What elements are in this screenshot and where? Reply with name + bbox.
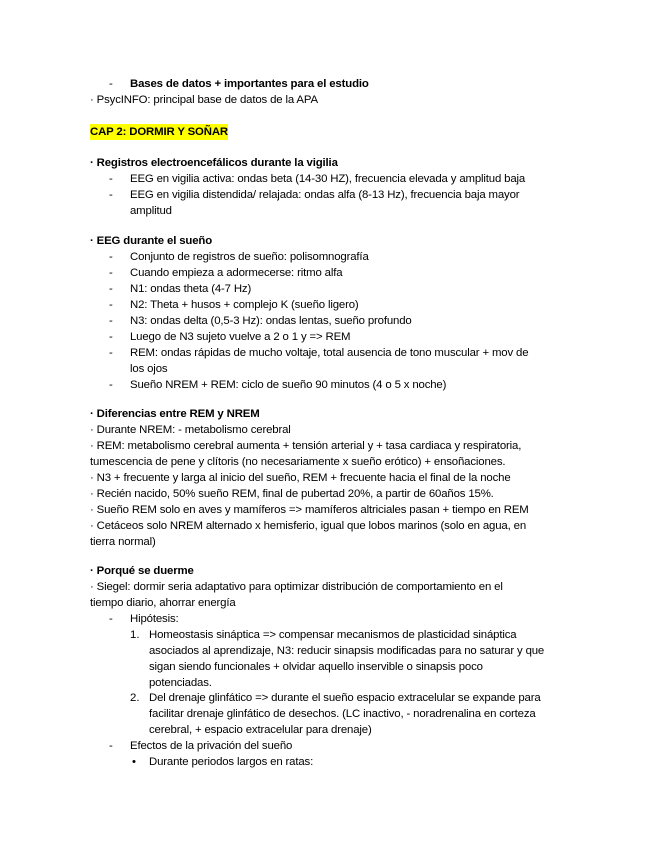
- dash-marker: -: [109, 267, 113, 279]
- text-line: sigan siendo funcionales + olvidar aquello inservible o sinapsis poco: [149, 661, 483, 673]
- dash-marker: -: [109, 189, 113, 201]
- section-heading: · Porqué se duerme: [90, 565, 194, 577]
- text-line: amplitud: [130, 205, 172, 217]
- section-heading: · Registros electroencefálicos durante la vigilia: [90, 157, 338, 169]
- section-heading: · EEG durante el sueño: [90, 235, 213, 247]
- text-line: Conjunto de registros de sueño: polisomnografía: [130, 251, 369, 263]
- dash-marker: -: [109, 78, 113, 90]
- dash-marker: -: [109, 299, 113, 311]
- list-number: 1.: [130, 629, 140, 641]
- text-line: · Cetáceos solo NREM alternado x hemisferio, igual que lobos marinos (solo en agua, en: [90, 520, 527, 532]
- chapter-heading: CAP 2: DORMIR Y SOÑAR: [90, 126, 228, 138]
- bullet-marker: •: [132, 756, 136, 768]
- dash-marker: -: [109, 251, 113, 263]
- text-line: Durante periodos largos en ratas:: [149, 756, 314, 768]
- text-line: cerebral, + espacio extracelular para drenaje): [149, 724, 372, 736]
- text-line: Luego de N3 sujeto vuelve a 2 o 1 y => REM: [130, 331, 351, 343]
- text-line: Cuando empieza a adormecerse: ritmo alfa: [130, 267, 343, 279]
- dash-marker: -: [109, 315, 113, 327]
- text-line: EEG en vigilia distendida/ relajada: ondas alfa (8-13 Hz), frecuencia baja mayor: [130, 189, 520, 201]
- text-line: Efectos de la privación del sueño: [130, 740, 293, 752]
- text-line: N1: ondas theta (4-7 Hz): [130, 283, 252, 295]
- text-line: potenciadas.: [149, 677, 212, 689]
- dash-marker: -: [109, 347, 113, 359]
- dash-marker: -: [109, 740, 113, 752]
- text-line: · Durante NREM: - metabolismo cerebral: [90, 424, 291, 436]
- dash-marker: -: [109, 173, 113, 185]
- section-heading: · Diferencias entre REM y NREM: [90, 408, 260, 420]
- text-line: EEG en vigilia activa: ondas beta (14-30 HZ), frecuencia elevada y amplitud baja: [130, 173, 526, 185]
- text-line: Hipótesis:: [130, 613, 179, 625]
- text-line: asociados al aprendizaje, N3: reducir sinapsis modificadas para no saturar y que: [149, 645, 545, 657]
- dash-marker: -: [109, 283, 113, 295]
- text-line: N3: ondas delta (0,5-3 Hz): ondas lentas, sueño profundo: [130, 315, 412, 327]
- text-line: facilitar drenaje glinfático de desechos. (LC inactivo, - noradrenalina en corteza: [149, 708, 536, 720]
- text-line: tierra normal): [90, 536, 156, 548]
- text-line: · REM: metabolismo cerebral aumenta + tensión arterial y + tasa cardiaca y respiratoria,: [90, 440, 522, 452]
- text-line: Del drenaje glinfático => durante el sueño espacio extracelular se expande para: [149, 692, 541, 704]
- dash-marker: -: [109, 379, 113, 391]
- text-line: Bases de datos + importantes para el estudio: [130, 78, 369, 90]
- text-line: tumescencia de pene y clítoris (no necesariamente x sueño erótico) + ensoñaciones.: [90, 456, 506, 468]
- text-line: · Recién nacido, 50% sueño REM, final de pubertad 20%, a partir de 60años 15%.: [90, 488, 494, 500]
- text-line: los ojos: [130, 363, 168, 375]
- text-line: · Sueño REM solo en aves y mamíferos => mamíferos altriciales pasan + tiempo en REM: [90, 504, 529, 516]
- text-line: · PsycINFO: principal base de datos de la APA: [90, 94, 318, 106]
- list-number: 2.: [130, 692, 140, 704]
- text-line: REM: ondas rápidas de mucho voltaje, total ausencia de tono muscular + mov de: [130, 347, 529, 359]
- dash-marker: -: [109, 331, 113, 343]
- text-line: · Siegel: dormir seria adaptativo para optimizar distribución de comportamiento en el: [90, 581, 503, 593]
- text-line: tiempo diario, ahorrar energía: [90, 597, 236, 609]
- dash-marker: -: [109, 613, 113, 625]
- text-line: Homeostasis sináptica => compensar mecanismos de plasticidad sináptica: [149, 629, 517, 641]
- text-line: Sueño NREM + REM: ciclo de sueño 90 minutos (4 o 5 x noche): [130, 379, 447, 391]
- text-line: N2: Theta + husos + complejo K (sueño ligero): [130, 299, 359, 311]
- text-line: · N3 + frecuente y larga al inicio del sueño, REM + frecuente hacia el final de la noche: [90, 472, 511, 484]
